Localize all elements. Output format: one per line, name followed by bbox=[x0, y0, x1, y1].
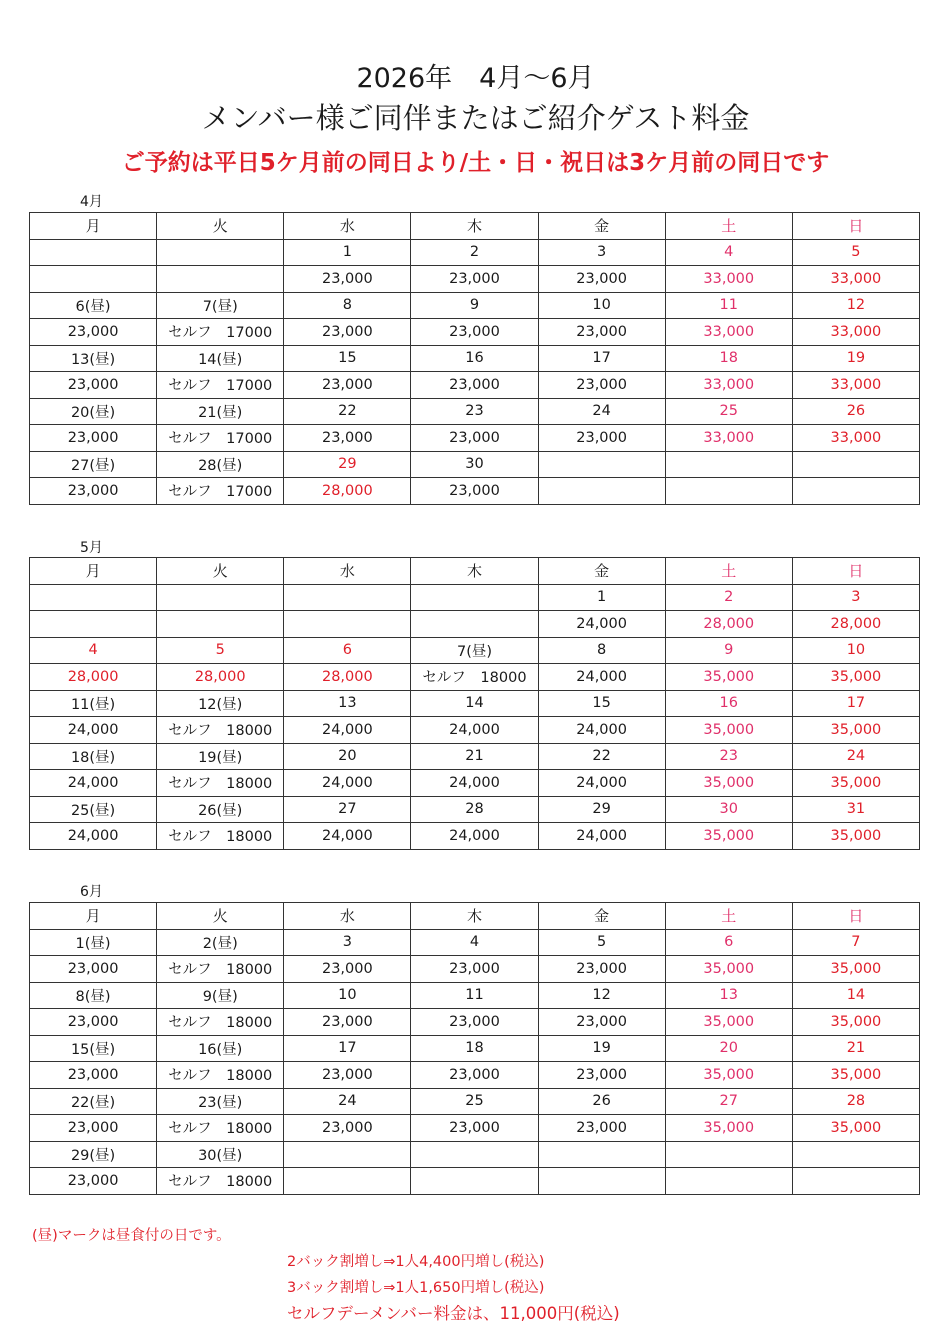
price-cell: セルフ 18000 bbox=[411, 664, 538, 691]
date-cell: 5 bbox=[157, 637, 284, 664]
date-cell: 3 bbox=[792, 584, 919, 611]
price-cell: 23,000 bbox=[30, 319, 157, 346]
price-cell: 33,000 bbox=[665, 425, 792, 452]
calendar-may bbox=[29, 557, 920, 850]
date-cell: 16(昼) bbox=[157, 1035, 284, 1062]
weekday-header: 水 bbox=[284, 213, 411, 240]
price-cell: 35,000 bbox=[665, 770, 792, 797]
date-cell: 29(昼) bbox=[30, 1141, 157, 1168]
date-cell: 28 bbox=[792, 1088, 919, 1115]
price-cell: 23,000 bbox=[30, 478, 157, 505]
price-cell: セルフ 17000 bbox=[157, 478, 284, 505]
date-cell: 21(昼) bbox=[157, 398, 284, 425]
price-cell: 35,000 bbox=[792, 664, 919, 691]
date-row bbox=[30, 1088, 920, 1115]
date-row bbox=[30, 1035, 920, 1062]
date-cell: 5 bbox=[538, 929, 665, 956]
price-cell: 35,000 bbox=[665, 823, 792, 850]
date-cell: 31 bbox=[792, 796, 919, 823]
date-cell bbox=[538, 1141, 665, 1168]
price-row bbox=[30, 717, 920, 744]
price-cell: 24,000 bbox=[411, 823, 538, 850]
price-cell: 23,000 bbox=[411, 1062, 538, 1089]
weekday-header: 土 bbox=[665, 558, 792, 585]
date-row bbox=[30, 584, 920, 611]
price-row bbox=[30, 1009, 920, 1036]
price-cell: セルフ 17000 bbox=[157, 372, 284, 399]
price-cell: 28,000 bbox=[284, 478, 411, 505]
price-row bbox=[30, 956, 920, 983]
date-cell: 18 bbox=[665, 345, 792, 372]
calendar-june bbox=[29, 902, 920, 1195]
price-cell: 35,000 bbox=[665, 1115, 792, 1142]
date-cell: 6 bbox=[665, 929, 792, 956]
price-cell: 28,000 bbox=[157, 664, 284, 691]
price-cell: セルフ 17000 bbox=[157, 425, 284, 452]
price-cell: 23,000 bbox=[411, 266, 538, 293]
price-row bbox=[30, 1168, 920, 1195]
price-cell: 24,000 bbox=[538, 770, 665, 797]
price-cell: 24,000 bbox=[284, 770, 411, 797]
price-cell: 23,000 bbox=[30, 425, 157, 452]
date-cell: 17 bbox=[538, 345, 665, 372]
price-cell: 23,000 bbox=[411, 425, 538, 452]
price-cell: 35,000 bbox=[665, 717, 792, 744]
date-cell: 24 bbox=[538, 398, 665, 425]
price-cell: 24,000 bbox=[538, 611, 665, 638]
date-row bbox=[30, 796, 920, 823]
price-cell: 35,000 bbox=[792, 956, 919, 983]
weekday-header-row bbox=[30, 903, 920, 930]
date-row bbox=[30, 743, 920, 770]
date-row bbox=[30, 1141, 920, 1168]
date-cell: 12 bbox=[792, 292, 919, 319]
price-cell: 33,000 bbox=[665, 319, 792, 346]
date-cell: 13(昼) bbox=[30, 345, 157, 372]
price-cell bbox=[792, 1168, 919, 1195]
date-cell: 10 bbox=[284, 982, 411, 1009]
price-cell: 23,000 bbox=[411, 1009, 538, 1036]
price-cell: 28,000 bbox=[284, 664, 411, 691]
weekday-header-row bbox=[30, 213, 920, 240]
price-row bbox=[30, 1062, 920, 1089]
date-cell: 29 bbox=[538, 796, 665, 823]
price-cell: セルフ 18000 bbox=[157, 770, 284, 797]
date-cell: 28(昼) bbox=[157, 451, 284, 478]
weekday-header: 金 bbox=[538, 903, 665, 930]
date-cell: 20 bbox=[665, 1035, 792, 1062]
date-cell: 25 bbox=[665, 398, 792, 425]
price-cell: 23,000 bbox=[284, 1009, 411, 1036]
date-cell: 26 bbox=[792, 398, 919, 425]
price-cell bbox=[30, 611, 157, 638]
date-cell: 8 bbox=[538, 637, 665, 664]
price-row bbox=[30, 425, 920, 452]
price-cell: セルフ 18000 bbox=[157, 1168, 284, 1195]
date-cell bbox=[411, 1141, 538, 1168]
price-row bbox=[30, 478, 920, 505]
date-cell: 18 bbox=[411, 1035, 538, 1062]
date-cell: 2 bbox=[665, 584, 792, 611]
price-cell: 24,000 bbox=[538, 717, 665, 744]
date-cell: 9 bbox=[411, 292, 538, 319]
price-row bbox=[30, 823, 920, 850]
price-cell bbox=[284, 1168, 411, 1195]
price-cell: 24,000 bbox=[538, 823, 665, 850]
date-cell bbox=[157, 584, 284, 611]
weekday-header: 土 bbox=[665, 903, 792, 930]
date-row bbox=[30, 929, 920, 956]
price-cell: 23,000 bbox=[538, 425, 665, 452]
date-cell: 28 bbox=[411, 796, 538, 823]
price-cell: 23,000 bbox=[538, 319, 665, 346]
price-cell: 23,000 bbox=[538, 372, 665, 399]
date-row bbox=[30, 398, 920, 425]
price-cell: 23,000 bbox=[538, 956, 665, 983]
date-cell: 20 bbox=[284, 743, 411, 770]
price-cell: 23,000 bbox=[284, 372, 411, 399]
price-cell: 23,000 bbox=[30, 1062, 157, 1089]
price-cell: 35,000 bbox=[665, 1062, 792, 1089]
price-cell bbox=[411, 1168, 538, 1195]
price-cell: 28,000 bbox=[30, 664, 157, 691]
price-cell: 23,000 bbox=[538, 1115, 665, 1142]
date-row bbox=[30, 292, 920, 319]
price-row bbox=[30, 319, 920, 346]
date-cell: 16 bbox=[411, 345, 538, 372]
weekday-header: 木 bbox=[411, 903, 538, 930]
date-cell: 19(昼) bbox=[157, 743, 284, 770]
price-cell: 33,000 bbox=[792, 372, 919, 399]
date-cell: 19 bbox=[538, 1035, 665, 1062]
price-cell: 33,000 bbox=[792, 266, 919, 293]
price-cell: 23,000 bbox=[284, 1062, 411, 1089]
date-cell: 4 bbox=[411, 929, 538, 956]
price-row bbox=[30, 770, 920, 797]
date-cell: 26(昼) bbox=[157, 796, 284, 823]
weekday-header: 木 bbox=[411, 213, 538, 240]
price-cell: 23,000 bbox=[284, 266, 411, 293]
reservation-notice: ご予約は平日5ケ月前の同日より/土・日・祝日は3ケ月前の同日です bbox=[121, 150, 830, 176]
price-cell: 24,000 bbox=[411, 717, 538, 744]
date-cell: 9 bbox=[665, 637, 792, 664]
price-cell: セルフ 18000 bbox=[157, 956, 284, 983]
date-cell: 29 bbox=[284, 451, 411, 478]
date-cell: 13 bbox=[284, 690, 411, 717]
date-cell: 11 bbox=[411, 982, 538, 1009]
price-cell: 23,000 bbox=[538, 1062, 665, 1089]
weekday-header: 月 bbox=[30, 903, 157, 930]
weekday-header: 木 bbox=[411, 558, 538, 585]
date-cell: 22 bbox=[284, 398, 411, 425]
price-row bbox=[30, 372, 920, 399]
price-cell: 35,000 bbox=[792, 823, 919, 850]
price-cell: 23,000 bbox=[538, 1009, 665, 1036]
page-title: 2026年 4月～6月 bbox=[356, 63, 595, 94]
price-cell: セルフ 18000 bbox=[157, 823, 284, 850]
price-cell: 23,000 bbox=[30, 956, 157, 983]
date-cell: 13 bbox=[665, 982, 792, 1009]
date-cell: 8(昼) bbox=[30, 982, 157, 1009]
date-cell: 7 bbox=[792, 929, 919, 956]
date-cell bbox=[284, 584, 411, 611]
date-cell bbox=[157, 239, 284, 266]
date-cell bbox=[665, 451, 792, 478]
price-cell: セルフ 18000 bbox=[157, 1062, 284, 1089]
date-cell: 30 bbox=[665, 796, 792, 823]
weekday-header: 日 bbox=[792, 558, 919, 585]
price-cell: 23,000 bbox=[411, 1115, 538, 1142]
weekday-header: 火 bbox=[157, 213, 284, 240]
weekday-header: 土 bbox=[665, 213, 792, 240]
date-cell: 23 bbox=[411, 398, 538, 425]
date-cell: 24 bbox=[284, 1088, 411, 1115]
price-cell: 24,000 bbox=[284, 823, 411, 850]
date-cell: 10 bbox=[792, 637, 919, 664]
price-cell: 35,000 bbox=[792, 717, 919, 744]
price-cell: 23,000 bbox=[284, 425, 411, 452]
date-cell: 7(昼) bbox=[411, 637, 538, 664]
date-cell: 9(昼) bbox=[157, 982, 284, 1009]
price-cell: 23,000 bbox=[30, 1115, 157, 1142]
price-cell bbox=[538, 478, 665, 505]
weekday-header: 月 bbox=[30, 558, 157, 585]
price-cell: 23,000 bbox=[284, 319, 411, 346]
price-cell bbox=[538, 1168, 665, 1195]
date-cell: 24 bbox=[792, 743, 919, 770]
date-cell: 1 bbox=[538, 584, 665, 611]
date-cell: 25(昼) bbox=[30, 796, 157, 823]
date-cell: 14 bbox=[792, 982, 919, 1009]
date-cell bbox=[792, 451, 919, 478]
price-cell: 35,000 bbox=[665, 664, 792, 691]
price-cell: 35,000 bbox=[792, 1009, 919, 1036]
date-cell: 15 bbox=[284, 345, 411, 372]
weekday-header: 日 bbox=[792, 903, 919, 930]
self-day-fee: セルフデーメンバー料金は、11,000円(税込) bbox=[287, 1304, 620, 1323]
price-cell: 23,000 bbox=[411, 319, 538, 346]
price-cell: 35,000 bbox=[792, 770, 919, 797]
date-row bbox=[30, 690, 920, 717]
weekday-header: 日 bbox=[792, 213, 919, 240]
date-cell: 21 bbox=[792, 1035, 919, 1062]
date-cell bbox=[30, 239, 157, 266]
date-cell: 22(昼) bbox=[30, 1088, 157, 1115]
date-cell: 21 bbox=[411, 743, 538, 770]
price-cell: 35,000 bbox=[665, 956, 792, 983]
price-cell: 23,000 bbox=[411, 372, 538, 399]
date-cell: 25 bbox=[411, 1088, 538, 1115]
price-cell: 23,000 bbox=[284, 1115, 411, 1142]
weekday-header: 金 bbox=[538, 558, 665, 585]
price-cell: 24,000 bbox=[30, 823, 157, 850]
price-row bbox=[30, 611, 920, 638]
date-cell: 19 bbox=[792, 345, 919, 372]
page-subtitle: メンバー様ご同伴またはご紹介ゲスト料金 bbox=[201, 101, 750, 135]
price-cell: 28,000 bbox=[665, 611, 792, 638]
price-cell: 33,000 bbox=[665, 372, 792, 399]
price-cell: 24,000 bbox=[538, 664, 665, 691]
price-cell: 35,000 bbox=[792, 1062, 919, 1089]
date-cell: 12 bbox=[538, 982, 665, 1009]
date-cell: 11(昼) bbox=[30, 690, 157, 717]
price-cell: 23,000 bbox=[284, 956, 411, 983]
price-cell: 33,000 bbox=[792, 319, 919, 346]
date-row bbox=[30, 239, 920, 266]
date-cell: 6 bbox=[284, 637, 411, 664]
price-cell: 24,000 bbox=[30, 770, 157, 797]
date-cell: 2(昼) bbox=[157, 929, 284, 956]
date-cell: 18(昼) bbox=[30, 743, 157, 770]
date-cell: 27 bbox=[284, 796, 411, 823]
date-cell: 15(昼) bbox=[30, 1035, 157, 1062]
price-cell: 23,000 bbox=[30, 1168, 157, 1195]
price-cell: 35,000 bbox=[792, 1115, 919, 1142]
date-cell: 12(昼) bbox=[157, 690, 284, 717]
weekday-header: 火 bbox=[157, 903, 284, 930]
month-label-april: 4月 bbox=[80, 194, 103, 210]
price-cell: 23,000 bbox=[411, 956, 538, 983]
date-cell: 1(昼) bbox=[30, 929, 157, 956]
weekday-header-row bbox=[30, 558, 920, 585]
date-cell: 30(昼) bbox=[157, 1141, 284, 1168]
date-cell: 15 bbox=[538, 690, 665, 717]
price-row bbox=[30, 664, 920, 691]
price-cell bbox=[157, 266, 284, 293]
date-cell: 3 bbox=[538, 239, 665, 266]
price-cell: 24,000 bbox=[30, 717, 157, 744]
date-cell: 14 bbox=[411, 690, 538, 717]
price-cell: 24,000 bbox=[284, 717, 411, 744]
month-label-june: 6月 bbox=[80, 884, 103, 900]
date-cell: 17 bbox=[284, 1035, 411, 1062]
date-cell: 8 bbox=[284, 292, 411, 319]
price-cell: 23,000 bbox=[30, 1009, 157, 1036]
date-cell: 30 bbox=[411, 451, 538, 478]
date-cell: 20(昼) bbox=[30, 398, 157, 425]
date-row bbox=[30, 982, 920, 1009]
price-cell: 28,000 bbox=[792, 611, 919, 638]
date-row bbox=[30, 345, 920, 372]
price-cell: 35,000 bbox=[665, 1009, 792, 1036]
price-cell: 23,000 bbox=[30, 372, 157, 399]
date-cell: 27(昼) bbox=[30, 451, 157, 478]
three-bag-surcharge: 3バック割増し⇒1人1,650円増し(税込) bbox=[287, 1280, 545, 1296]
weekday-header: 金 bbox=[538, 213, 665, 240]
date-cell: 14(昼) bbox=[157, 345, 284, 372]
date-cell: 6(昼) bbox=[30, 292, 157, 319]
price-cell bbox=[665, 1168, 792, 1195]
date-cell bbox=[538, 451, 665, 478]
date-cell: 23 bbox=[665, 743, 792, 770]
price-row bbox=[30, 266, 920, 293]
date-cell: 3 bbox=[284, 929, 411, 956]
date-cell: 4 bbox=[30, 637, 157, 664]
date-cell: 5 bbox=[792, 239, 919, 266]
date-cell: 1 bbox=[284, 239, 411, 266]
price-cell: 23,000 bbox=[538, 266, 665, 293]
weekday-header: 水 bbox=[284, 558, 411, 585]
weekday-header: 水 bbox=[284, 903, 411, 930]
date-cell: 10 bbox=[538, 292, 665, 319]
date-cell bbox=[284, 1141, 411, 1168]
price-cell: 23,000 bbox=[411, 478, 538, 505]
price-cell: セルフ 18000 bbox=[157, 1115, 284, 1142]
price-cell bbox=[411, 611, 538, 638]
price-cell: セルフ 18000 bbox=[157, 717, 284, 744]
date-cell: 23(昼) bbox=[157, 1088, 284, 1115]
month-label-may: 5月 bbox=[80, 540, 103, 556]
weekday-header: 月 bbox=[30, 213, 157, 240]
date-cell bbox=[411, 584, 538, 611]
two-bag-surcharge: 2バック割増し⇒1人4,400円増し(税込) bbox=[287, 1254, 545, 1270]
price-cell bbox=[284, 611, 411, 638]
date-cell: 4 bbox=[665, 239, 792, 266]
date-cell bbox=[665, 1141, 792, 1168]
date-cell bbox=[792, 1141, 919, 1168]
price-cell bbox=[792, 478, 919, 505]
calendar-april bbox=[29, 212, 920, 505]
date-cell: 7(昼) bbox=[157, 292, 284, 319]
price-cell: 33,000 bbox=[665, 266, 792, 293]
date-cell: 26 bbox=[538, 1088, 665, 1115]
price-cell: セルフ 17000 bbox=[157, 319, 284, 346]
date-cell bbox=[30, 584, 157, 611]
price-cell bbox=[30, 266, 157, 293]
weekday-header: 火 bbox=[157, 558, 284, 585]
price-cell: 24,000 bbox=[411, 770, 538, 797]
date-row bbox=[30, 451, 920, 478]
price-cell bbox=[665, 478, 792, 505]
price-row bbox=[30, 1115, 920, 1142]
date-cell: 11 bbox=[665, 292, 792, 319]
date-cell: 22 bbox=[538, 743, 665, 770]
lunch-note: (昼)マークは昼食付の日です。 bbox=[32, 1228, 231, 1244]
date-cell: 17 bbox=[792, 690, 919, 717]
date-cell: 16 bbox=[665, 690, 792, 717]
date-row bbox=[30, 637, 920, 664]
price-cell: セルフ 18000 bbox=[157, 1009, 284, 1036]
date-cell: 27 bbox=[665, 1088, 792, 1115]
date-cell: 2 bbox=[411, 239, 538, 266]
price-cell: 33,000 bbox=[792, 425, 919, 452]
price-cell bbox=[157, 611, 284, 638]
